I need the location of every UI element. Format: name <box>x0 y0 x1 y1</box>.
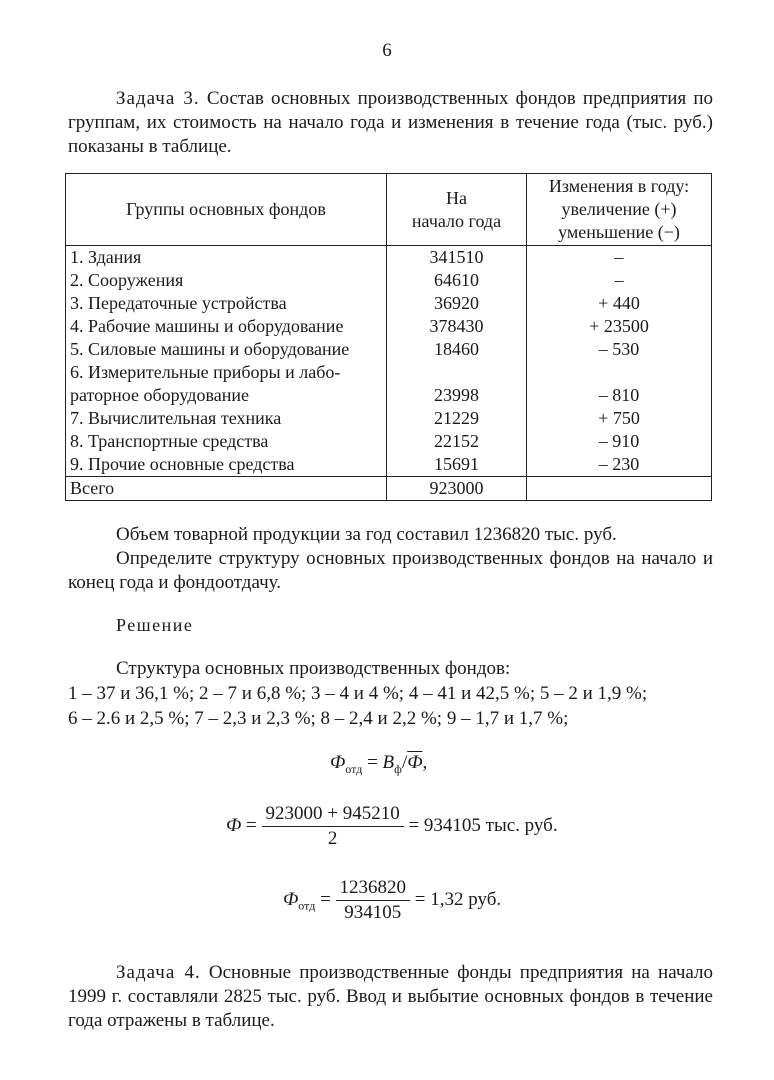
page-number: 6 <box>382 40 392 61</box>
task3-text: Состав основных производственных фондов предприятия по группам, их стоимость на начало года и изменения в течение года (тыс. руб.) показаны в таблице. <box>68 88 714 157</box>
f1-eq: = <box>362 752 383 773</box>
row-value: 378430 <box>387 315 527 338</box>
f3-fraction <box>336 876 411 925</box>
header-change-line3: уменьшение (−) <box>558 222 680 242</box>
f1-b-sub: ф <box>394 761 402 776</box>
table-row <box>66 407 712 430</box>
f1-phi-bar: Ф <box>407 752 423 773</box>
row-name: 4. Рабочие машины и оборудование <box>66 315 387 338</box>
header-start <box>387 174 527 246</box>
table-row <box>66 361 712 384</box>
formula-fondootdacha <box>330 752 427 777</box>
row-value: 22152 <box>387 430 527 453</box>
row-name: 5. Силовые машины и оборудование <box>66 338 387 361</box>
header-start-line2: начало года <box>411 210 502 231</box>
header-change <box>527 174 712 246</box>
header-group: Группы основных фондов <box>66 174 387 246</box>
row-change: + 750 <box>527 407 712 430</box>
f3-numerator: 1236820 <box>336 876 411 901</box>
f1-end: , <box>422 752 428 773</box>
task4-text: Основные производственные фонды предприятия на начало 1999 г. составляли 2825 тыс. руб. Ввод и выбытие основных фондов в течение года отражены в таблице. <box>68 962 714 1031</box>
formula-average-fund <box>226 802 558 851</box>
f1-lhs-sub: отд <box>345 761 363 776</box>
formula-result <box>283 876 501 925</box>
f3-denominator: 934105 <box>344 902 402 923</box>
row-name: 3. Передаточные устройства <box>66 292 387 315</box>
funds-table <box>65 173 712 501</box>
f1-slash: / <box>401 752 408 773</box>
table-row <box>66 292 712 315</box>
table-row <box>66 384 712 407</box>
task3-label: Задача 3. <box>116 88 200 109</box>
question-paragraph: Определите структуру основных производственных фондов на начало и конец года и фондоотдачу. <box>68 548 713 593</box>
table-total-row <box>66 477 712 501</box>
row-value: 18460 <box>387 338 527 361</box>
row-change: – 530 <box>527 338 712 361</box>
row-change: – <box>527 246 712 270</box>
output-paragraph: Объем товарной продукции за год составил 1236820 тыс. руб. <box>116 524 617 545</box>
f2-result: = 934105 тыс. руб. <box>403 814 558 836</box>
header-start-line1: На <box>446 187 467 208</box>
table-header-row <box>66 174 712 246</box>
total-change <box>527 477 712 501</box>
f2-denominator: 2 <box>327 828 338 849</box>
f2-fraction <box>262 802 404 851</box>
row-name: 2. Сооружения <box>66 269 387 292</box>
f3-lhs-sub: отд <box>298 898 316 913</box>
table-row <box>66 315 712 338</box>
row-value: 15691 <box>387 453 527 477</box>
row-change: + 23500 <box>527 315 712 338</box>
row-value: 64610 <box>387 269 527 292</box>
structure-intro: Структура основных производственных фондов: <box>116 658 511 679</box>
row-change: – 810 <box>527 384 712 407</box>
f3-result: = 1,32 руб. <box>410 888 502 910</box>
f2-eq: = <box>241 814 262 836</box>
row-value: 36920 <box>387 292 527 315</box>
f3-eq: = <box>315 888 336 910</box>
task3-paragraph <box>68 87 713 159</box>
header-change-line1: Изменения в году: <box>548 176 690 196</box>
total-name: Всего <box>66 477 387 501</box>
table-row <box>66 430 712 453</box>
task4-label: Задача 4. <box>116 962 201 983</box>
row-change: + 440 <box>527 292 712 315</box>
f1-lhs: Ф <box>330 752 346 773</box>
solution-heading: Решение <box>116 615 194 635</box>
row-value: 341510 <box>387 246 527 270</box>
f2-numerator: 923000 + 945210 <box>262 802 404 827</box>
row-change: – 230 <box>527 453 712 477</box>
table-row <box>66 453 712 477</box>
row-name: 7. Вычислительная техника <box>66 407 387 430</box>
f1-b: В <box>382 752 395 773</box>
row-name: 1. Здания <box>66 246 387 270</box>
header-change-line2: увеличение (+) <box>561 199 677 219</box>
row-value: 21229 <box>387 407 527 430</box>
table-row <box>66 269 712 292</box>
row-value: 23998 <box>387 384 527 407</box>
row-name: 8. Транспортные средства <box>66 430 387 453</box>
row-change: – 910 <box>527 430 712 453</box>
task4-paragraph <box>68 961 713 1033</box>
structure-line-2: 6 – 2.6 и 2,5 %; 7 – 2,3 и 2,3 %; 8 – 2,4 и 2,2 %; 9 – 1,7 и 1,7 %; <box>68 708 569 729</box>
f2-lhs: Ф <box>226 814 242 836</box>
f3-lhs: Ф <box>283 888 299 910</box>
table-row <box>66 246 712 270</box>
total-value: 923000 <box>387 477 527 501</box>
table-row <box>66 338 712 361</box>
structure-line-1: 1 – 37 и 36,1 %; 2 – 7 и 6,8 %; 3 – 4 и 4 %; 4 – 41 и 42,5 %; 5 – 2 и 1,9 %; <box>68 683 648 704</box>
row-name: 6. Измерительные приборы и лабо- <box>66 361 387 384</box>
row-change: – <box>527 269 712 292</box>
row-name-cont: раторное оборудование <box>66 384 387 407</box>
row-name: 9. Прочие основные средства <box>66 453 387 477</box>
